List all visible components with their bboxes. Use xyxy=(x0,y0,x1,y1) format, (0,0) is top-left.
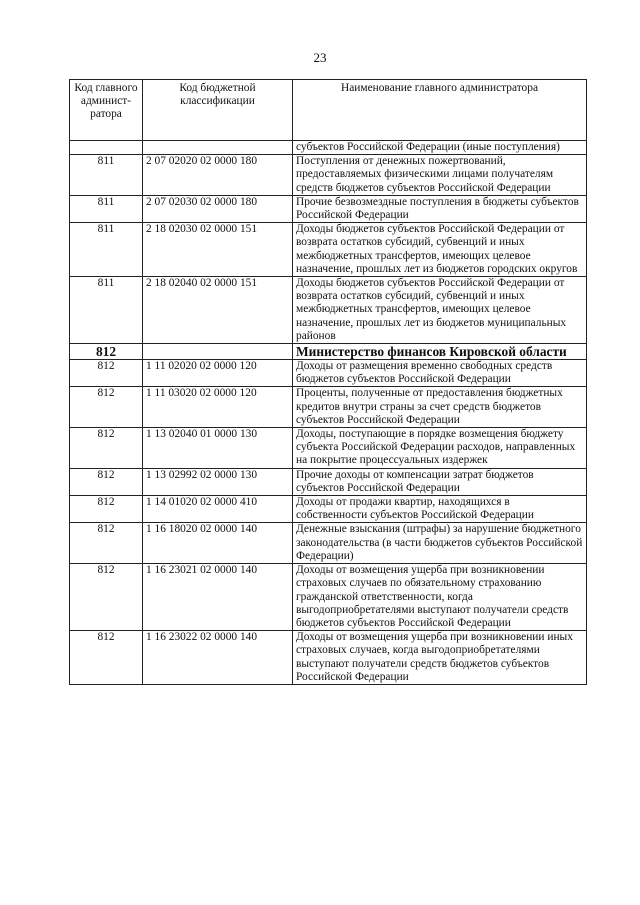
admin-code-cell xyxy=(70,141,143,155)
table-header-row xyxy=(70,80,587,141)
table-body xyxy=(70,141,587,685)
admin-code-cell: 811 xyxy=(70,277,143,344)
admin-name-cell: Доходы бюджетов субъектов Российской Федерации от возврата остатков субсидий, субвенций и иных межбюджетных трансфертов, имеющих целевое назначение, прошлых лет из бюджетов муниципальных районов xyxy=(293,277,587,344)
admin-code-cell: 811 xyxy=(70,223,143,277)
admin-code-cell: 812 xyxy=(70,564,143,631)
table-row xyxy=(70,523,587,564)
budget-code-cell: 1 16 23021 02 0000 140 xyxy=(143,564,293,631)
admin-name-cell: Доходы от возмещения ущерба при возникновении иных страховых случаев, когда выгодоприобретателями выступают получатели средств бюджетов субъектов Российской Федерации xyxy=(293,631,587,685)
admin-name-cell: Доходы от размещения временно свободных средств бюджетов субъектов Российской Федерации xyxy=(293,360,587,387)
table-row xyxy=(70,223,587,277)
admin-code-cell: 812 xyxy=(70,344,143,360)
admin-name-cell: субъектов Российской Федерации (иные поступления) xyxy=(293,141,587,155)
admin-code-cell: 811 xyxy=(70,155,143,196)
admin-code-cell: 812 xyxy=(70,387,143,428)
budget-code-cell: 1 16 23022 02 0000 140 xyxy=(143,631,293,685)
table-row xyxy=(70,141,587,155)
admin-name-cell: Доходы бюджетов субъектов Российской Федерации от возврата остатков субсидий, субвенций и иных межбюджетных трансфертов, имеющих целевое назначение, прошлых лет из бюджетов городских округов xyxy=(293,223,587,277)
budget-code-cell: 1 11 02020 02 0000 120 xyxy=(143,360,293,387)
table-row xyxy=(70,564,587,631)
admin-code-cell: 812 xyxy=(70,523,143,564)
budget-code-cell: 1 13 02992 02 0000 130 xyxy=(143,468,293,495)
budget-code-cell xyxy=(143,344,293,360)
admin-name-cell: Проценты, полученные от предоставления бюджетных кредитов внутри страны за счет средств бюджетов субъектов Российской Федерации xyxy=(293,387,587,428)
budget-code-cell: 1 16 18020 02 0000 140 xyxy=(143,523,293,564)
budget-code-cell: 1 11 03020 02 0000 120 xyxy=(143,387,293,428)
header-budget-code: Код бюджетной классификации xyxy=(143,80,293,141)
table-row xyxy=(70,387,587,428)
admin-name-cell: Поступления от денежных пожертвований, предоставляемых физическими лицами получателям средств бюджетов субъектов Российской Федерации xyxy=(293,155,587,196)
admin-name-cell: Доходы, поступающие в порядке возмещения бюджету субъекта Российской Федерации расходов, направленных на покрытие процессуальных издержек xyxy=(293,428,587,469)
budget-code-cell xyxy=(143,141,293,155)
admin-name-cell: Доходы от возмещения ущерба при возникновении страховых случаев по обязательному страхованию гражданской ответственности, когда выгодоприобретателями выступают получатели средств бюджетов субъектов Российской Федерации xyxy=(293,564,587,631)
admin-code-cell: 812 xyxy=(70,496,143,523)
page-number: 23 xyxy=(313,50,327,65)
table-row xyxy=(70,631,587,685)
budget-code-cell: 2 07 02030 02 0000 180 xyxy=(143,195,293,222)
budget-code-cell: 2 07 02020 02 0000 180 xyxy=(143,155,293,196)
table-row xyxy=(70,360,587,387)
budget-classification-table xyxy=(69,79,587,685)
budget-code-cell: 2 18 02040 02 0000 151 xyxy=(143,277,293,344)
budget-code-cell: 1 13 02040 01 0000 130 xyxy=(143,428,293,469)
budget-code-cell: 1 14 01020 02 0000 410 xyxy=(143,496,293,523)
table-row xyxy=(70,344,587,360)
table-row xyxy=(70,195,587,222)
admin-code-cell: 812 xyxy=(70,631,143,685)
admin-code-cell: 812 xyxy=(70,428,143,469)
table-row xyxy=(70,277,587,344)
header-admin-name: Наименование главного администратора xyxy=(293,80,587,141)
table-row xyxy=(70,155,587,196)
admin-name-cell: Министерство финансов Кировской области xyxy=(293,344,587,360)
budget-code-cell: 2 18 02030 02 0000 151 xyxy=(143,223,293,277)
admin-name-cell: Доходы от продажи квартир, находящихся в собственности субъектов Российской Федерации xyxy=(293,496,587,523)
admin-name-cell: Прочие безвозмездные поступления в бюджеты субъектов Российской Федерации xyxy=(293,195,587,222)
admin-name-cell: Денежные взыскания (штрафы) за нарушение бюджетного законодательства (в части бюджетов субъектов Российской Федерации) xyxy=(293,523,587,564)
table-row xyxy=(70,428,587,469)
admin-code-cell: 812 xyxy=(70,360,143,387)
header-admin-code: Код главного админист-ратора xyxy=(70,80,143,141)
table-row xyxy=(70,468,587,495)
table-row xyxy=(70,496,587,523)
admin-code-cell: 811 xyxy=(70,195,143,222)
admin-code-cell: 812 xyxy=(70,468,143,495)
admin-name-cell: Прочие доходы от компенсации затрат бюджетов субъектов Российской Федерации xyxy=(293,468,587,495)
